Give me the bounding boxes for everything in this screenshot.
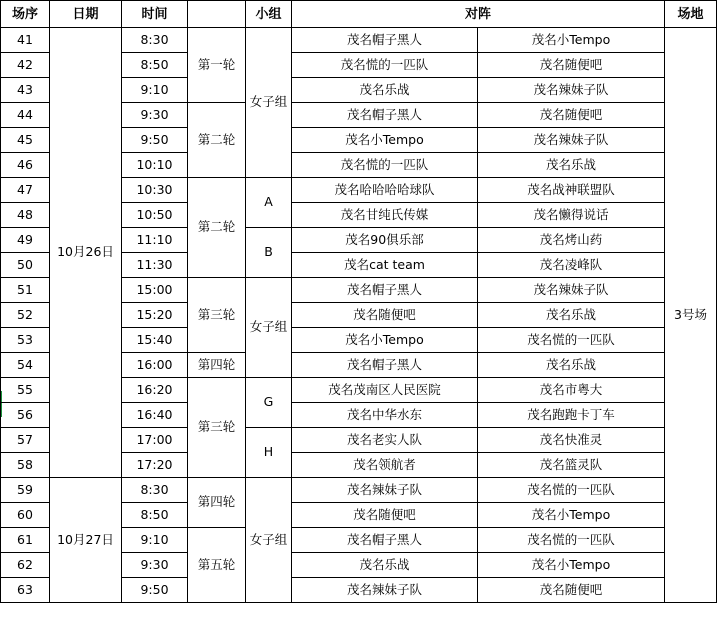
time-cell: 8:50 — [122, 53, 188, 78]
away-team-cell: 茂名小Tempo — [478, 28, 665, 53]
time-cell: 15:00 — [122, 278, 188, 303]
match-no-cell: 47 — [1, 178, 50, 203]
away-team-cell: 茂名快准灵 — [478, 428, 665, 453]
home-team-cell: 茂名小Tempo — [292, 128, 478, 153]
round-cell: 第三轮 — [188, 278, 246, 353]
away-team-cell: 茂名战神联盟队 — [478, 178, 665, 203]
home-team-cell: 茂名甘纯氏传媒 — [292, 203, 478, 228]
group-cell: B — [246, 228, 292, 278]
home-team-cell: 茂名辣妹子队 — [292, 478, 478, 503]
home-team-cell: 茂名慌的一匹队 — [292, 53, 478, 78]
time-cell: 16:20 — [122, 378, 188, 403]
time-cell: 8:50 — [122, 503, 188, 528]
time-cell: 17:00 — [122, 428, 188, 453]
away-team-cell: 茂名随便吧 — [478, 53, 665, 78]
date-cell: 10月26日 — [50, 28, 122, 478]
header-time: 时间 — [122, 1, 188, 28]
time-cell: 10:30 — [122, 178, 188, 203]
time-cell: 9:50 — [122, 128, 188, 153]
header-row — [1, 1, 717, 28]
header-round — [188, 1, 246, 28]
home-team-cell: 茂名乐战 — [292, 553, 478, 578]
home-team-cell: 茂名慌的一匹队 — [292, 153, 478, 178]
match-no-cell: 62 — [1, 553, 50, 578]
away-team-cell: 茂名篮灵队 — [478, 453, 665, 478]
away-team-cell: 茂名懒得说话 — [478, 203, 665, 228]
match-no-cell: 50 — [1, 253, 50, 278]
round-cell: 第三轮 — [188, 378, 246, 478]
date-cell: 10月27日 — [50, 478, 122, 603]
round-cell: 第二轮 — [188, 103, 246, 178]
home-team-cell: 茂名小Tempo — [292, 328, 478, 353]
group-cell: G — [246, 378, 292, 428]
match-no-cell: 61 — [1, 528, 50, 553]
home-team-cell: 茂名茂南区人民医院 — [292, 378, 478, 403]
time-cell: 9:30 — [122, 103, 188, 128]
away-team-cell: 茂名小Tempo — [478, 553, 665, 578]
round-cell: 第五轮 — [188, 528, 246, 603]
match-no-cell: 49 — [1, 228, 50, 253]
match-no-cell: 59 — [1, 478, 50, 503]
match-no-cell: 58 — [1, 453, 50, 478]
match-no-cell: 44 — [1, 103, 50, 128]
header-no: 场序 — [1, 1, 50, 28]
home-team-cell: 茂名帽子黑人 — [292, 528, 478, 553]
time-cell: 9:10 — [122, 528, 188, 553]
away-team-cell: 茂名凌峰队 — [478, 253, 665, 278]
round-cell: 第一轮 — [188, 28, 246, 103]
match-no-cell: 51 — [1, 278, 50, 303]
time-cell: 11:10 — [122, 228, 188, 253]
home-team-cell: 茂名随便吧 — [292, 303, 478, 328]
home-team-cell: 茂名乐战 — [292, 78, 478, 103]
away-team-cell: 茂名随便吧 — [478, 578, 665, 603]
time-cell: 16:00 — [122, 353, 188, 378]
match-no-cell: 63 — [1, 578, 50, 603]
time-cell: 8:30 — [122, 28, 188, 53]
table-row — [1, 478, 717, 503]
group-cell: H — [246, 428, 292, 478]
header-group: 小组 — [246, 1, 292, 28]
match-no-cell: 46 — [1, 153, 50, 178]
group-cell: A — [246, 178, 292, 228]
home-team-cell: 茂名领航者 — [292, 453, 478, 478]
match-no-cell: 60 — [1, 503, 50, 528]
round-cell: 第四轮 — [188, 353, 246, 378]
match-no-cell: 45 — [1, 128, 50, 153]
away-team-cell: 茂名辣妹子队 — [478, 78, 665, 103]
time-cell: 9:10 — [122, 78, 188, 103]
home-team-cell: 茂名中华水东 — [292, 403, 478, 428]
round-cell: 第二轮 — [188, 178, 246, 278]
away-team-cell: 茂名辣妹子队 — [478, 278, 665, 303]
home-team-cell: 茂名哈哈哈哈球队 — [292, 178, 478, 203]
group-cell: 女子组 — [246, 478, 292, 603]
match-no-cell: 55 — [1, 378, 50, 403]
home-team-cell: 茂名帽子黑人 — [292, 353, 478, 378]
away-team-cell: 茂名随便吧 — [478, 103, 665, 128]
home-team-cell: 茂名老实人队 — [292, 428, 478, 453]
table-row — [1, 28, 717, 53]
round-cell: 第四轮 — [188, 478, 246, 528]
home-team-cell: 茂名随便吧 — [292, 503, 478, 528]
venue-cell: 3号场 — [665, 28, 717, 603]
header-matchup: 对阵 — [292, 1, 665, 28]
away-team-cell: 茂名慌的一匹队 — [478, 528, 665, 553]
home-team-cell: 茂名帽子黑人 — [292, 103, 478, 128]
away-team-cell: 茂名乐战 — [478, 153, 665, 178]
away-team-cell: 茂名乐战 — [478, 303, 665, 328]
away-team-cell: 茂名慌的一匹队 — [478, 478, 665, 503]
time-cell: 10:50 — [122, 203, 188, 228]
time-cell: 10:10 — [122, 153, 188, 178]
match-no-cell: 42 — [1, 53, 50, 78]
match-no-cell: 57 — [1, 428, 50, 453]
match-no-cell: 56 — [1, 403, 50, 428]
home-team-cell: 茂名90俱乐部 — [292, 228, 478, 253]
match-no-cell: 43 — [1, 78, 50, 103]
time-cell: 11:30 — [122, 253, 188, 278]
match-no-cell: 52 — [1, 303, 50, 328]
group-cell: 女子组 — [246, 278, 292, 378]
time-cell: 8:30 — [122, 478, 188, 503]
time-cell: 15:40 — [122, 328, 188, 353]
home-team-cell: 茂名cat team — [292, 253, 478, 278]
home-team-cell: 茂名帽子黑人 — [292, 28, 478, 53]
time-cell: 17:20 — [122, 453, 188, 478]
time-cell: 16:40 — [122, 403, 188, 428]
match-no-cell: 54 — [1, 353, 50, 378]
away-team-cell: 茂名跑跑卡丁车 — [478, 403, 665, 428]
away-team-cell: 茂名市粤大 — [478, 378, 665, 403]
away-team-cell: 茂名小Tempo — [478, 503, 665, 528]
away-team-cell: 茂名烤山药 — [478, 228, 665, 253]
header-date: 日期 — [50, 1, 122, 28]
match-no-cell: 41 — [1, 28, 50, 53]
away-team-cell: 茂名辣妹子队 — [478, 128, 665, 153]
time-cell: 9:50 — [122, 578, 188, 603]
time-cell: 15:20 — [122, 303, 188, 328]
away-team-cell: 茂名慌的一匹队 — [478, 328, 665, 353]
home-team-cell: 茂名辣妹子队 — [292, 578, 478, 603]
home-team-cell: 茂名帽子黑人 — [292, 278, 478, 303]
away-team-cell: 茂名乐战 — [478, 353, 665, 378]
group-cell: 女子组 — [246, 28, 292, 178]
match-no-cell: 53 — [1, 328, 50, 353]
match-no-cell: 48 — [1, 203, 50, 228]
header-venue: 场地 — [665, 1, 717, 28]
time-cell: 9:30 — [122, 553, 188, 578]
